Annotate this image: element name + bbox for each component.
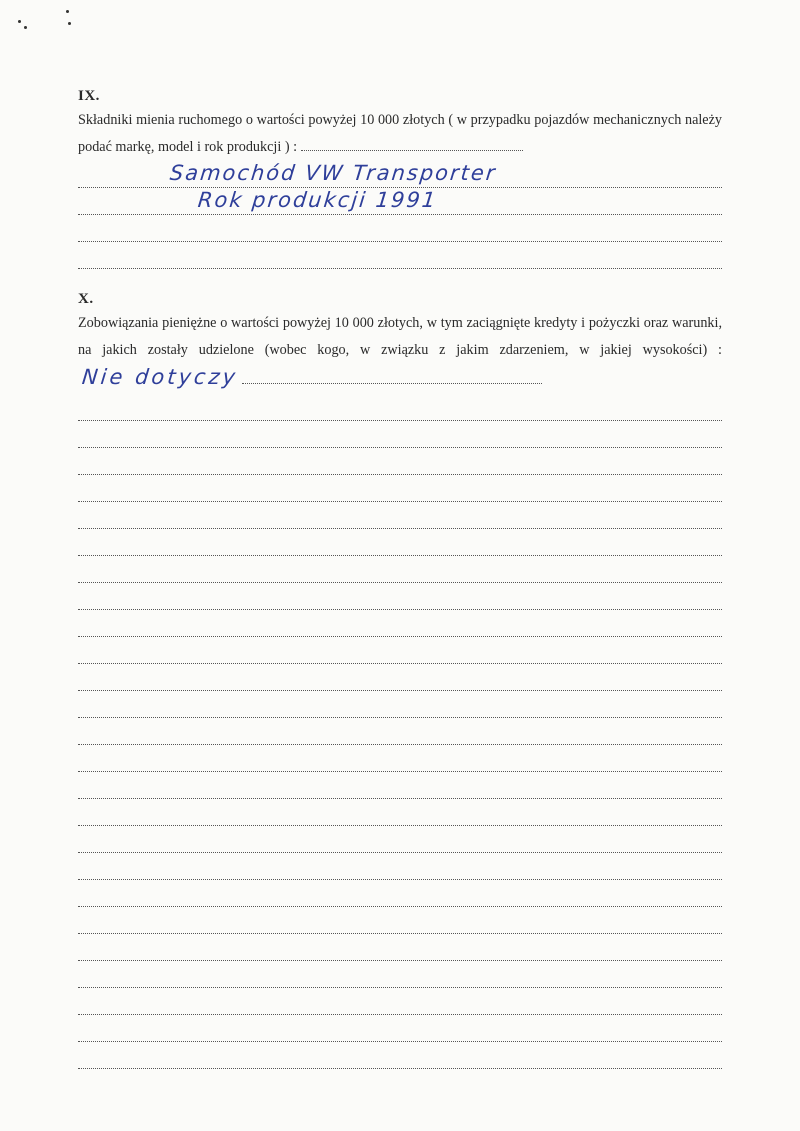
answer-line — [78, 1042, 722, 1069]
section-ix-question-text: Składniki mienia ruchomego o wartości powyżej 10 000 złotych ( w przypadku pojazdów mechanicznych należy podać markę, model i rok produkcji ) : — [78, 112, 722, 155]
answer-line-3 — [78, 215, 722, 242]
answer-line — [78, 718, 722, 745]
answer-line — [78, 1015, 722, 1042]
section-x-question-text: Zobowiązania pieniężne o wartości powyżej 10 000 złotych, w tym zaciągnięte kredyty i pożyczki oraz warunki, na jakich zostały udzielone (wobec kogo, w związku z jakim zdarzeniem, w jakiej wysokości) : — [78, 315, 722, 358]
answer-line — [78, 907, 722, 934]
answer-dotted-line — [242, 373, 542, 384]
handwritten-answer-year: Rok produkcji 1991 — [196, 188, 439, 212]
answer-line — [78, 556, 722, 583]
section-ix — [78, 87, 722, 269]
answer-line-1 — [78, 161, 722, 188]
handwritten-answer-vehicle: Samochód VW Transporter — [168, 161, 498, 185]
answer-line-4 — [78, 242, 722, 269]
answer-line — [78, 880, 722, 907]
section-x-question — [78, 310, 722, 394]
handwritten-answer-not-applicable: Nie dotyczy — [80, 365, 240, 389]
section-x-heading: X. — [78, 291, 94, 307]
answer-line — [78, 988, 722, 1015]
answer-line — [78, 637, 722, 664]
section-ix-heading: IX. — [78, 88, 100, 104]
answer-line — [78, 772, 722, 799]
answer-line — [78, 475, 722, 502]
answer-line — [78, 394, 722, 421]
answer-line — [78, 691, 722, 718]
answer-line — [78, 610, 722, 637]
answer-line — [78, 502, 722, 529]
section-ix-question — [78, 107, 722, 161]
answer-line — [78, 934, 722, 961]
answer-line — [78, 745, 722, 772]
answer-line — [78, 664, 722, 691]
answer-line — [78, 853, 722, 880]
answer-lines — [78, 394, 722, 1069]
answer-line — [78, 421, 722, 448]
answer-line — [78, 448, 722, 475]
answer-line — [78, 529, 722, 556]
section-x — [78, 290, 722, 1069]
answer-line — [78, 826, 722, 853]
answer-line-2 — [78, 188, 722, 215]
answer-dotted-line — [301, 140, 523, 151]
answer-line — [78, 961, 722, 988]
answer-line — [78, 799, 722, 826]
answer-line — [78, 583, 722, 610]
